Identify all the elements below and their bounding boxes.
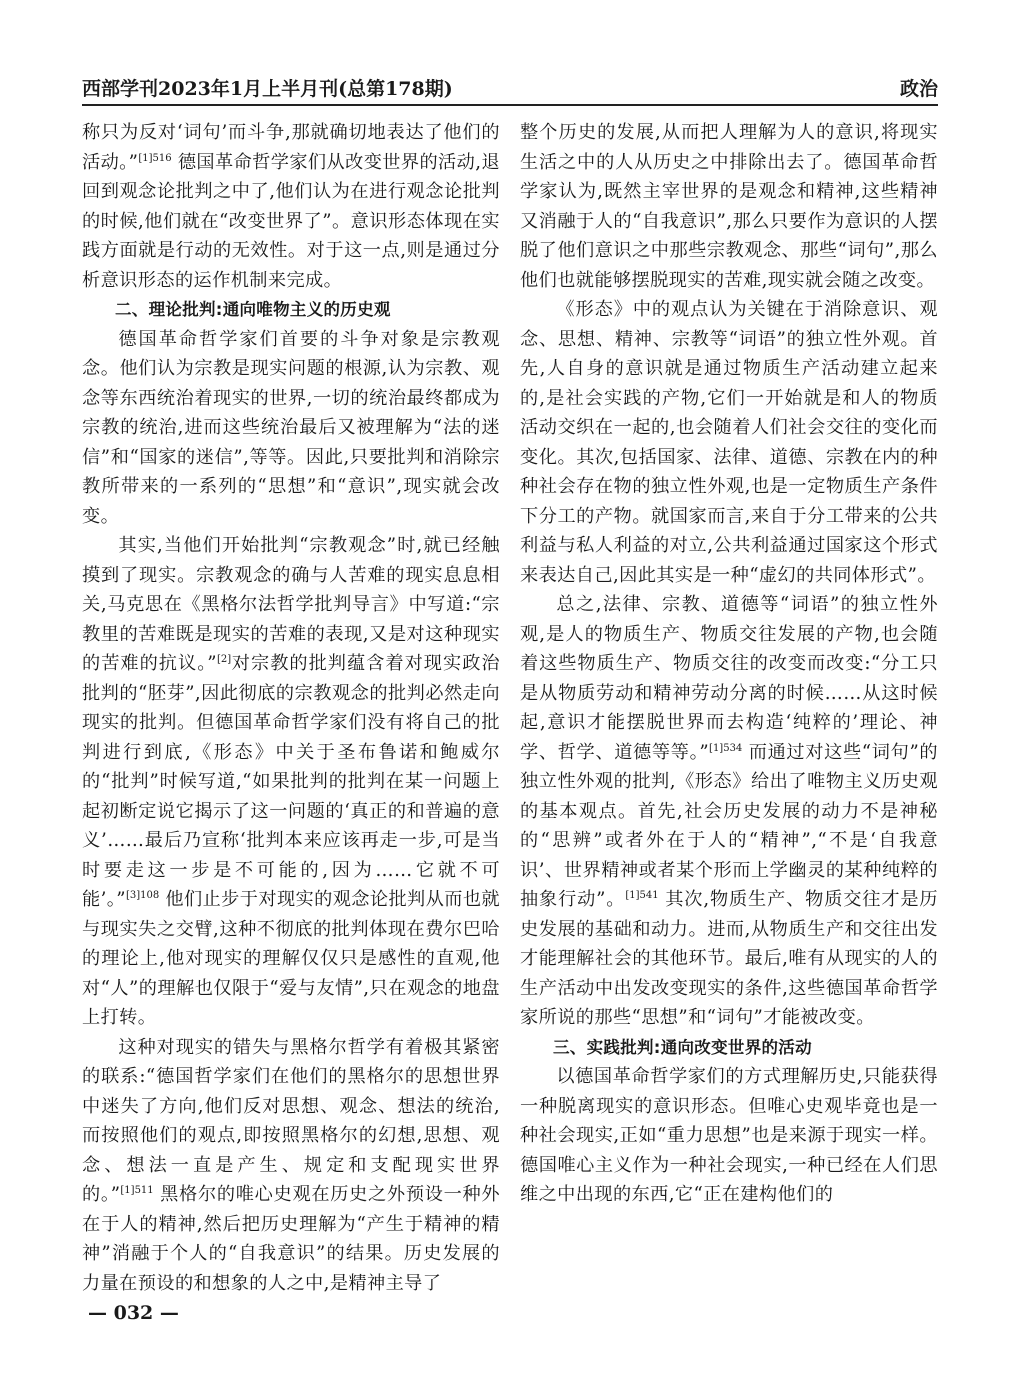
right-paragraph-3: 总之,法律、宗教、道德等“词语”的独立性外观,是人的物质生产、物质交往发展的产物,也会随着这些物质生产、物质交往的改变而改变:“分工只是从物质劳动和精神劳动分离的时候……从这时候起,意识才能摆脱世界而去构造‘纯粹的’理论、神学、哲学、道德等等。”$^{[1]534}$ 而通过对这些“词句”的独立性外观的批判,《形态》给出了唯物主义历史观的基本观点。首先,社会历史发展的动力不是神秘的“思辨”或者外在于人的“精神”,“不是‘自我意识’、世界精神或者某个形而上学幽灵的某种纯粹的抽象行动”。$^{[1]541}$ 其次,物质生产、物质交往才是历史发展的基础和动力。进而,从物质生产和交往出发才能理解社会的其他环节。最后,唯有从现实的人的生产活动中出发改变现实的条件,这些德国革命哲学家所说的那些“思想”和“词句”才能被改变。 (520, 594, 938, 1028)
right-paragraph-4: 以德国革命哲学家们的方式理解历史,只能获得一种脱离现实的意识形态。但唯心史观毕竟也是一种社会现实,正如“重力思想”也是来源于现实一样。德国唯心主义作为一种社会现实,一种已经在人们思维之中出现的东西,它“正在建构他们的 (520, 1066, 938, 1205)
section-heading-2: 二、理论批判:通向唯物主义的历史观 (115, 300, 391, 319)
journal-masthead: 西部学刊2023年1月上半月刊(总第178期) (82, 78, 453, 100)
citation-ref: [2] (217, 654, 232, 665)
citation-ref: [1]516 (138, 152, 172, 164)
right-column (520, 118, 938, 1210)
citation-ref: [1]541 (625, 890, 659, 901)
left-paragraph-4: 这种对现实的错失与黑格尔哲学有着极其紧密的联系:“德国哲学家们在他们的黑格尔的思想世界中迷失了方向,他们反对思想、观念、想法的统治,而按照他们的观点,即按照黑格尔的幻想,思想、观念、想法一直是产生、规定和支配现实世界的。”$^{[1]511}$ 黑格尔的唯心史观在历史之外预设一种外在于人的精神,然后把历史理解为“产生于精神的精神”消融于个人的“自我意识”的结果。历史发展的力量在预设的和想象的人之中,是精神主导了 (82, 1036, 500, 1294)
section-heading-3: 三、实践批判:通向改变世界的活动 (553, 1037, 812, 1057)
left-paragraph-2: 德国革命哲学家们首要的斗争对象是宗教观念。他们认为宗教是现实问题的根源,认为宗教、观念等东西统治着现实的世界,一切的统治最终都成为宗教的统治,进而这些统治最后又被理解为“法的迷信”和“国家的迷信”,等等。因此,只要批判和消除宗教所带来的一系列的“思想”和“意识”,现实就会改变。 (82, 328, 500, 527)
page-number: — 032 — (88, 1302, 179, 1324)
citation-ref: [3]108 (125, 890, 160, 901)
left-column (82, 118, 500, 1298)
left-paragraph-1: 称只为反对‘词句’而斗争,那就确切地表达了他们的活动。”$^{[1]516}$ 德国革命哲学家们从改变世界的活动,退回到观念论批判之中了,他们认为在进行观念论批判的时候,他们就在“改变世界了”。意识形态体现在实践方面就是行动的无效性。对于这一点,则是通过分析意识形态的运作机制来完成。 (82, 122, 500, 291)
right-paragraph-1: 整个历史的发展,从而把人理解为人的意识,将现实生活之中的人从历史之中排除出去了。德国革命哲学家认为,既然主宰世界的是观念和精神,这些精神又消融于人的“自我意识”,那么只要作为意识的人摆脱了他们意识之中那些宗教观念、那些“词句”,那么他们也就能够摆脱现实的苦难,现实就会随之改变。 (520, 122, 938, 291)
citation-ref: [1]534 (709, 742, 743, 754)
section-label: 政治 (899, 78, 938, 100)
left-paragraph-3: 其实,当他们开始批判“宗教观念”时,就已经触摸到了现实。宗教观念的确与人苦难的现实息息相关,马克思在《黑格尔法哲学批判导言》中写道:“宗教里的苦难既是现实的苦难的表现,又是对这种现实的苦难的抗议。”[2]对宗教的批判蕴含着对现实政治批判的“胚芽”,因此彻底的宗教观念的批判必然走向现实的批判。但德国革命哲学家们没有将自己的批判进行到底,《形态》中关于圣布鲁诺和鲍威尔的“批判”时候写道,“如果批判的批判在某一问题上起初断定说它揭示了这一问题的‘真正的和普遍的意义’……最后乃宣称‘批判本来应该再走一步,可是当时要走这一步是不可能的,因为……它就不可能’。”$^{[3]108}$ 他们止步于对现实的观念论批判从而也就与现实失之交臂,这种不彻底的批判体现在费尔巴哈的理论上,他对现实的理解仅仅只是感性的直观,他对“人”的理解也仅限于“爱与友情”,只在观念的地盘上打转。 (82, 535, 500, 1028)
right-paragraph-2: 《形态》中的观点认为关键在于消除意识、观念、思想、精神、宗教等“词语”的独立性外观。首先,人自身的意识就是通过物质生产活动建立起来的,是社会实践的产物,它们一开始就是和人的物质活动交织在一起的,也会随着人们社会交往的变化而变化。其次,包括国家、法律、道德、宗教在内的种种社会存在物的独立性外观,也是一定物质生产条件下分工的产物。就国家而言,来自于分工带来的公共利益与私人利益的对立,公共利益通过国家这个形式来表达自己,因此其实是一种“虚幻的共同体形式”。 (520, 299, 938, 586)
running-header (82, 72, 938, 106)
citation-ref: [1]511 (120, 1185, 154, 1196)
